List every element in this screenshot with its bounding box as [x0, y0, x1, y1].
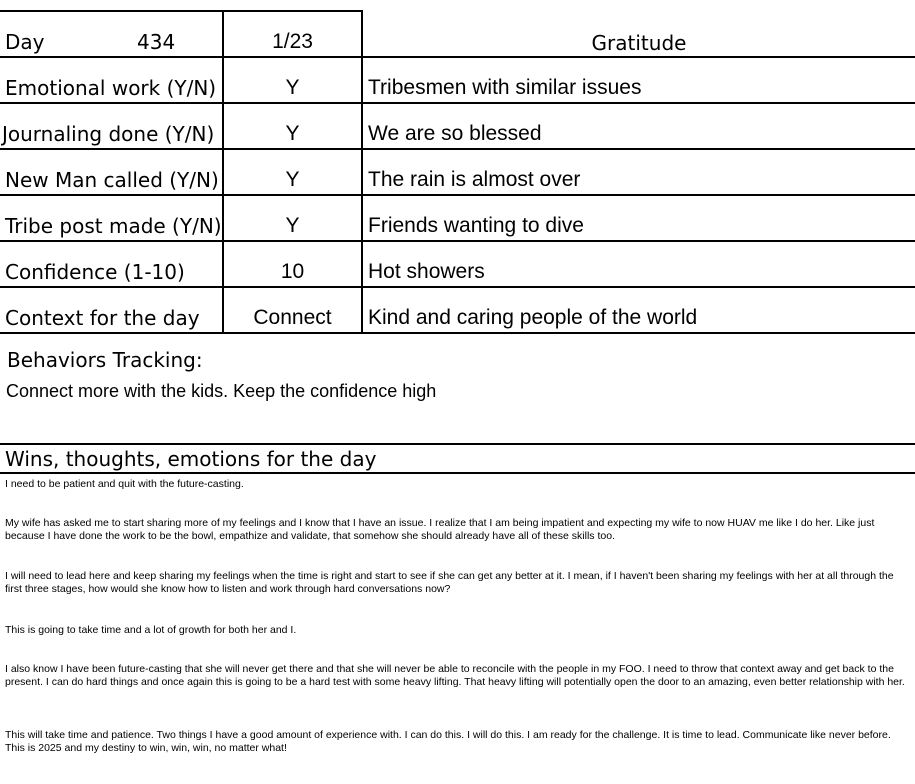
- wins-paragraph: My wife has asked me to start sharing more of my feelings and I know that I have an issue. I realize that I am being impatient and expecting my wife to now HUAV me like I do her. Like just because I have done the work to be the bowl, empathize and validate, that somehow she should already have all of these skills too.: [5, 517, 875, 542]
- row-label: Tribe post made (Y/N): [5, 214, 222, 238]
- date-value: 1/23: [272, 30, 313, 53]
- day-number: 434: [137, 30, 176, 54]
- row-value: Y: [285, 76, 300, 99]
- gratitude-item: Tribesmen with similar issues: [368, 76, 642, 99]
- behaviors-text: Connect more with the kids. Keep the confidence high: [6, 381, 437, 401]
- gratitude-item: The rain is almost over: [368, 168, 581, 191]
- row-value: Y: [285, 168, 300, 191]
- gratitude-item: Friends wanting to dive: [368, 214, 584, 237]
- gratitude-item: We are so blessed: [368, 122, 542, 145]
- row-value: Connect: [253, 306, 332, 329]
- gratitude-item: Hot showers: [368, 260, 485, 283]
- wins-paragraph: I also know I have been future-casting that she will never get there and that she will never be able to reconcile with the people in my FOO. I need to throw that context away and get back to the present. I can do hard things and once again this is going to be a hard test with some heavy lifting. That heavy lifting will potentially open the door to an amazing, even better relationship with her.: [5, 663, 905, 688]
- behaviors-title: Behaviors Tracking:: [7, 348, 203, 372]
- gratitude-cell: [363, 58, 915, 104]
- row-label-cell: [0, 104, 224, 150]
- row-label: Context for the day: [5, 306, 200, 330]
- row-value-cell: [224, 58, 363, 104]
- row-label: Confidence (1-10): [5, 260, 185, 284]
- row-value-cell: [224, 150, 363, 196]
- section-divider: [0, 472, 915, 474]
- wins-paragraph: This will take time and patience. Two things I have a good amount of experience with. I can do this. I will do this. I am ready for the challenge. It is time to lead. Communicate like never before. This is 2025 and my destiny to win, win, win, no matter what!: [5, 729, 891, 754]
- row-label: Emotional work (Y/N): [5, 76, 217, 100]
- gratitude-item: Kind and caring people of the world: [368, 306, 698, 329]
- row-value-cell: [224, 104, 363, 150]
- gratitude-cell: [363, 242, 915, 288]
- row-label-cell: [0, 196, 224, 242]
- gratitude-header-cell: [363, 12, 915, 58]
- row-value-cell: [224, 196, 363, 242]
- row-label-cell: [0, 150, 224, 196]
- wins-title: Wins, thoughts, emotions for the day: [5, 447, 377, 471]
- row-value: Y: [285, 214, 300, 237]
- wins-paragraph: I need to be patient and quit with the future-casting.: [5, 478, 244, 490]
- row-label: Journaling done (Y/N): [2, 122, 215, 146]
- gratitude-cell: [363, 196, 915, 242]
- day-label: Day: [5, 30, 45, 54]
- row-value-cell: [224, 242, 363, 288]
- row-value-cell: [224, 288, 363, 334]
- wins-paragraph: This is going to take time and a lot of growth for both her and I.: [5, 624, 297, 636]
- row-value: 10: [280, 260, 305, 283]
- row-label-cell: [0, 288, 224, 334]
- day-cell: [0, 12, 224, 58]
- gratitude-title: Gratitude: [591, 31, 687, 55]
- row-label-cell: [0, 58, 224, 104]
- wins-paragraph: I will need to lead here and keep sharing my feelings when the time is right and start to see if she can get any better at it. I mean, if I haven't been sharing my feelings with her at all through the first three stages, how would she know how to listen and work through hard conversations now?: [5, 570, 894, 595]
- gratitude-cell: [363, 150, 915, 196]
- date-cell: [224, 12, 363, 58]
- section-divider: [0, 443, 915, 445]
- row-divider: [0, 332, 915, 334]
- row-value: Y: [285, 122, 300, 145]
- gratitude-cell: [363, 104, 915, 150]
- gratitude-cell: [363, 288, 915, 334]
- row-label-cell: [0, 242, 224, 288]
- row-label: New Man called (Y/N): [5, 168, 219, 192]
